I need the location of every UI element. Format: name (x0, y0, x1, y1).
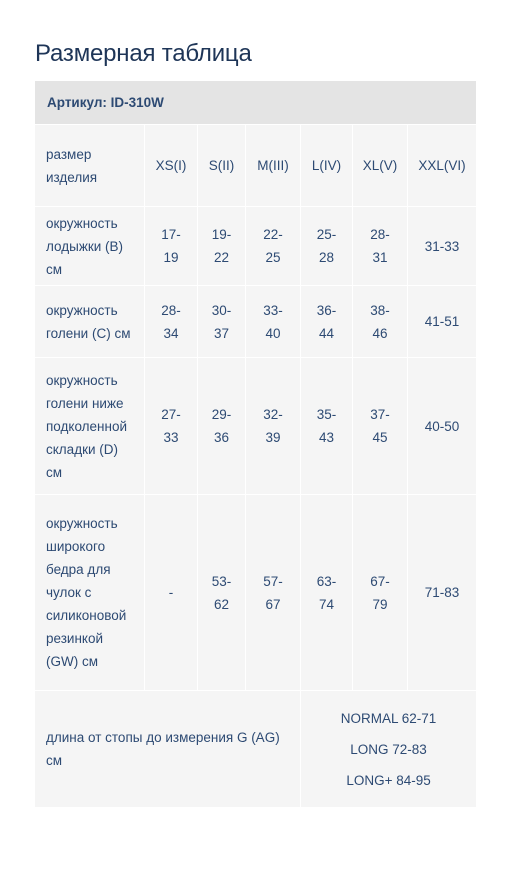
row-label-below-knee: окружность голени ниже подколенной складки (D) см (35, 358, 145, 495)
page-title: Размерная таблица (35, 40, 252, 67)
cell-below-knee-s: 29- 36 (198, 358, 246, 495)
cell-ankle-s: 19- 22 (198, 207, 246, 286)
size-xl: XL(V) (353, 125, 408, 207)
table-row-calf (35, 286, 477, 358)
cell-ankle-m: 22- 25 (246, 207, 301, 286)
cell-thigh-xs: - (145, 495, 198, 691)
article-code: Артикул: ID-310W (35, 81, 477, 125)
cell-below-knee-l: 35- 43 (301, 358, 353, 495)
cell-thigh-xl: 67- 79 (353, 495, 408, 691)
cell-calf-xxl: 41-51 (408, 286, 477, 358)
cell-below-knee-xxl: 40-50 (408, 358, 477, 495)
cell-ankle-xs: 17- 19 (145, 207, 198, 286)
cell-below-knee-xl: 37- 45 (353, 358, 408, 495)
size-header-row (35, 125, 477, 207)
size-l: L(IV) (301, 125, 353, 207)
cell-below-knee-m: 32- 39 (246, 358, 301, 495)
table-row-length (35, 691, 477, 808)
row-label-ankle: окружность лодыжки (B) см (35, 207, 145, 286)
table-row-below-knee (35, 358, 477, 495)
size-xs: XS(I) (145, 125, 198, 207)
row-label-length: длина от стопы до измерения G (AG) см (35, 691, 301, 808)
size-table (34, 80, 477, 808)
table-row-thigh (35, 495, 477, 691)
row-label-thigh: окружность широкого бедра для чулок с силиконовой резинкой (GW) см (35, 495, 145, 691)
cell-thigh-xxl: 71-83 (408, 495, 477, 691)
cell-thigh-s: 53- 62 (198, 495, 246, 691)
cell-calf-m: 33- 40 (246, 286, 301, 358)
cell-calf-xs: 28- 34 (145, 286, 198, 358)
row-label-calf: окружность голени (C) см (35, 286, 145, 358)
article-row (35, 81, 477, 125)
cell-ankle-xxl: 31-33 (408, 207, 477, 286)
size-s: S(II) (198, 125, 246, 207)
size-header-label: размер изделия (35, 125, 145, 207)
cell-ankle-l: 25- 28 (301, 207, 353, 286)
cell-below-knee-xs: 27- 33 (145, 358, 198, 495)
size-m: M(III) (246, 125, 301, 207)
cell-calf-xl: 38- 46 (353, 286, 408, 358)
length-long-plus: LONG+ 84-95 (346, 772, 431, 788)
cell-thigh-l: 63- 74 (301, 495, 353, 691)
length-values (301, 691, 477, 808)
cell-calf-l: 36- 44 (301, 286, 353, 358)
size-xxl: XXL(VI) (408, 125, 477, 207)
cell-ankle-xl: 28- 31 (353, 207, 408, 286)
cell-thigh-m: 57- 67 (246, 495, 301, 691)
length-long: LONG 72-83 (350, 741, 427, 757)
length-normal: NORMAL 62-71 (340, 710, 437, 726)
cell-calf-s: 30- 37 (198, 286, 246, 358)
table-row-ankle (35, 207, 477, 286)
